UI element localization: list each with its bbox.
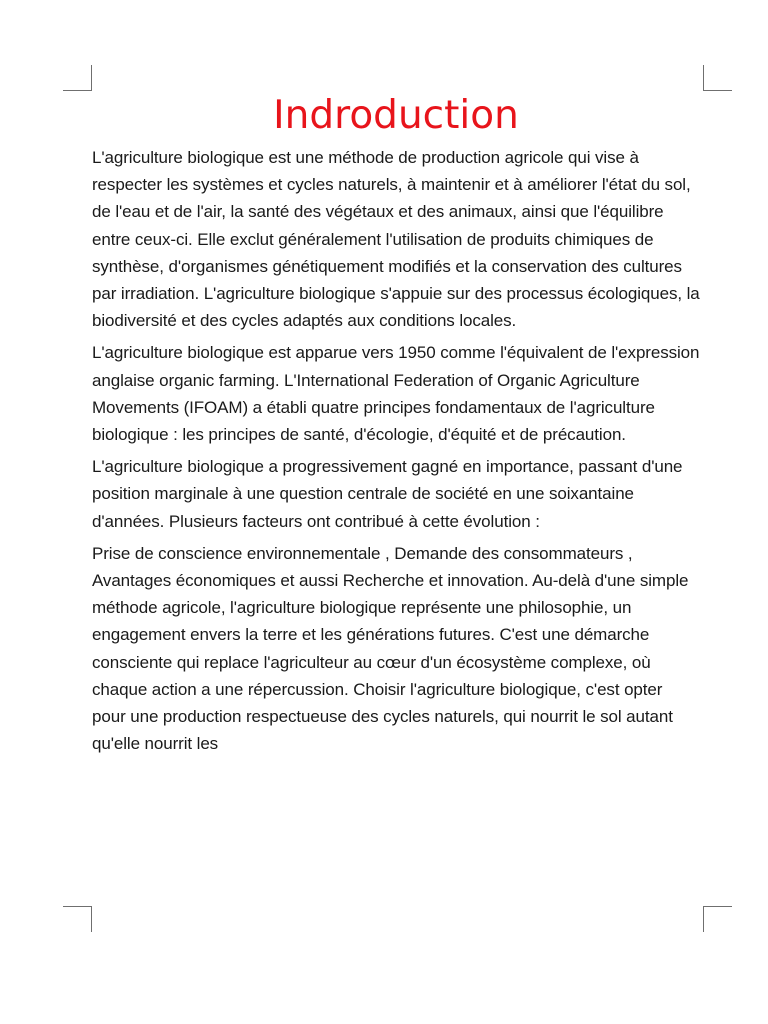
paragraph: L'agriculture biologique est une méthode de production agricole qui vise à respecter les systèmes et cycles naturels, à maintenir et à améliorer l'état du sol, de l'eau et de l'air, la santé des végétaux et des animaux, ainsi que l'équilibre entre ceux-ci. Elle exclut généralement l'utilisation de produits chimiques de synthèse, d'organismes génétiquement modifiés et la conservation des cultures par irradiation. L'agriculture biologique s'appuie sur des processus écologiques, la biodiversité et des cycles adaptés aux conditions locales. [92, 148, 700, 331]
page-body [92, 88, 700, 900]
crop-mark-top-left [63, 65, 92, 91]
page-title: Indroduction [273, 93, 519, 138]
paragraph: L'agriculture biologique a progressivement gagné en importance, passant d'une position marginale à une question centrale de société en une soixantaine d'années. Plusieurs facteurs ont contribué à cette évolution : [92, 457, 683, 531]
crop-mark-top-right [703, 65, 732, 91]
paragraph: Prise de conscience environnementale , Demande des consommateurs , Avantages économiques et aussi Recherche et innovation. Au-delà d'une simple méthode agricole, l'agriculture biologique représente une philosophie, un engagement envers la terre et les générations futures. C'est une démarche consciente qui replace l'agriculteur au cœur d'un écosystème complexe, où chaque action a une répercussion. Choisir l'agriculture biologique, c'est opter pour une production respectueuse des cycles naturels, qui nourrit le sol autant qu'elle nourrit les [92, 543, 689, 754]
crop-mark-bottom-left [63, 906, 92, 932]
crop-mark-bottom-right [703, 906, 732, 932]
paragraph: L'agriculture biologique est apparue vers 1950 comme l'équivalent de l'expression anglaise organic farming. L'International Federation of Organic Agriculture Movements (IFOAM) a établi quatre principes fondamentaux de l'agriculture biologique : les principes de santé, d'écologie, d'équité et de précaution. [92, 343, 700, 445]
